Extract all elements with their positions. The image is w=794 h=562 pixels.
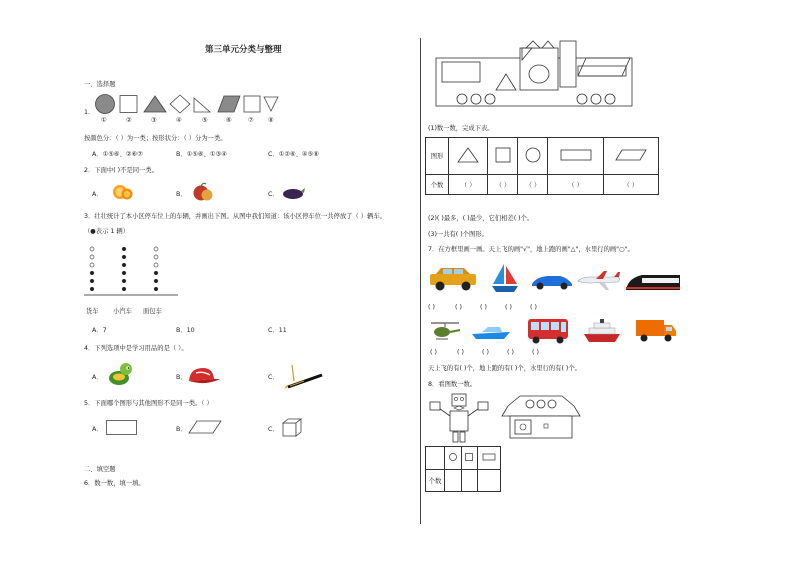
q3-legend: （●表示 1 辆） (84, 228, 129, 235)
q1-label-2: ② (126, 117, 132, 124)
sports-car-icon (530, 272, 574, 290)
q4-option-b: B． (176, 374, 187, 381)
q7-row1-blank-4[interactable]: ( ) (505, 304, 512, 311)
q1-label-1: ① (101, 117, 107, 124)
table2-cell-circle (445, 447, 462, 470)
q1-shapes (94, 94, 284, 116)
q7-row1-blank-3[interactable]: ( ) (480, 304, 487, 311)
q2-option-c: C． (268, 191, 279, 198)
q4-option-c: C． (268, 374, 279, 381)
dot-column-van (154, 247, 158, 291)
section-choice-heading: 一、选择题 (84, 81, 116, 88)
q1-label-6: ⑥ (226, 117, 232, 124)
q1-label-8: ⑧ (268, 117, 274, 124)
q7-row2-blank-2[interactable]: ( ) (457, 349, 464, 356)
table2-row-label-count: 个数 (426, 469, 445, 492)
q3-option-a: A．7 (92, 327, 107, 334)
table1-blank-4[interactable]: （ ） (548, 174, 603, 194)
q1-label-7: ⑦ (248, 117, 254, 124)
q1-label-4: ④ (176, 117, 182, 124)
q4-option-a: A． (92, 374, 103, 381)
shape-white-square-2 (244, 96, 260, 112)
section-fill-heading: 二、填空题 (84, 466, 116, 473)
table2-cell-square (461, 447, 478, 470)
shape-white-inverted-triangle (264, 97, 278, 111)
q1-label-3: ③ (151, 117, 157, 124)
table1-blank-5[interactable]: （ ） (603, 174, 658, 194)
table1-blank-2[interactable]: （ ） (488, 174, 518, 194)
table2-blank-3[interactable] (478, 469, 501, 492)
dot-column-car (122, 247, 126, 291)
high-speed-train-icon (624, 272, 682, 294)
q3-question: 3．壮壮统计了本小区停车位上的车辆，并画出下图。从图中我们知道：该小区停车位一共停放了（ ）辆车。 (84, 213, 386, 220)
q5-question: 5．下面哪个图形与其他图形不是同一类。（ ） (84, 400, 213, 407)
q7-question: 7．在方框里画一画。天上飞的画"√"，地上跑的画"△"，水里行的画"○"。 (428, 246, 634, 253)
speedboat-icon (470, 324, 512, 342)
shape-train-figure (436, 40, 636, 112)
table1-row-label-shape: 图形 (426, 138, 449, 175)
parallelogram-icon (188, 420, 222, 434)
q3-category-truck: 货车 (86, 308, 99, 315)
red-bus-icon (526, 317, 570, 345)
table1-cell-triangle (449, 138, 488, 175)
helicopter-icon (428, 320, 462, 342)
q3-dot-chart (84, 244, 180, 300)
robot-figure (428, 392, 490, 444)
shape-white-diamond (170, 95, 190, 113)
q6-sub2: (2)( )最多，( )最少，它们相差( )个。 (428, 215, 534, 222)
q5-option-b: B． (176, 426, 187, 433)
table1-cell-parallelogram (603, 138, 658, 175)
q3-option-c: C．11 (268, 327, 287, 334)
q1-label-5: ⑤ (202, 117, 208, 124)
q7-row1-blank-1[interactable]: ( ) (428, 304, 435, 311)
q2-question: 2．下面中( )不是同一类。 (84, 167, 158, 174)
table1-cell-square (488, 138, 518, 175)
eggplant-icon (282, 186, 306, 200)
table1-cell-circle (518, 138, 548, 175)
q2-option-a: A． (92, 191, 103, 198)
fruit-icon (192, 182, 214, 202)
q5-option-c: C． (268, 426, 279, 433)
q1-option-a: A．①⑤⑥、②⑥⑦ (92, 151, 143, 158)
orange-slices-icon (112, 183, 134, 201)
q4-question: 4．下列选项中是学习用品的是（ ）。 (84, 345, 188, 352)
shape-white-right-triangle (194, 98, 210, 112)
table2-corner (426, 447, 445, 470)
shape-gray-circle (96, 95, 115, 114)
rectangle-icon (106, 420, 138, 436)
suv-car-icon (428, 266, 478, 292)
q2-option-b: B． (176, 191, 187, 198)
delivery-truck-icon (634, 318, 678, 344)
q6-question: 6．数一数，填一填。 (84, 480, 145, 487)
q1-number: 1. (84, 109, 91, 116)
table2-cell-rectangle (478, 447, 501, 470)
q8-question: 8．看图数一数。 (428, 381, 477, 388)
cube-icon (282, 418, 302, 438)
q7-row1-blank-2[interactable]: ( ) (455, 304, 462, 311)
q7-row2-blank-1[interactable]: ( ) (430, 349, 437, 356)
q6-sub1: (1)数一数，完成下表。 (428, 125, 494, 132)
table1-row-label-count: 个数 (426, 174, 449, 194)
q7-answer: 天上飞的有( )个，地上跑的有( )个，水里行的有( )个。 (428, 365, 581, 372)
q1-question: 按颜色分：（ ）为一类；按形状分：（ ）分为一类。 (84, 135, 227, 142)
table2-blank-1[interactable] (445, 469, 462, 492)
table1-blank-3[interactable]: （ ） (518, 174, 548, 194)
q7-row2-blank-5[interactable]: ( ) (532, 349, 539, 356)
table1-blank-1[interactable]: （ ） (449, 174, 488, 194)
shape-count-table (425, 137, 659, 195)
q7-row1-blank-5[interactable]: ( ) (530, 304, 537, 311)
table1-cell-rectangle (548, 138, 603, 175)
airplane-icon (576, 270, 622, 292)
q7-row2-blank-3[interactable]: ( ) (482, 349, 489, 356)
q3-option-b: B．10 (176, 327, 195, 334)
figure-count-table (425, 446, 501, 492)
house-figure (500, 394, 584, 440)
sailboat-icon (490, 262, 520, 294)
table2-blank-2[interactable] (461, 469, 478, 492)
shape-white-square (120, 96, 137, 113)
q7-row2-blank-4[interactable]: ( ) (507, 349, 514, 356)
q3-category-van: 面包车 (143, 308, 162, 315)
q5-option-a: A． (92, 426, 103, 433)
red-cap-icon (186, 365, 222, 387)
fountain-pen-icon (282, 361, 324, 391)
turtle-toy-icon (106, 360, 134, 388)
q1-option-b: B．①⑤⑥、①③④ (176, 151, 227, 158)
shape-gray-triangle (144, 96, 166, 112)
q3-category-car: 小汽车 (113, 308, 132, 315)
page-title: 第三单元分类与整理 (205, 45, 282, 55)
column-divider (420, 38, 421, 524)
dot-column-truck (90, 247, 94, 291)
q6-sub3: (3)一共有( )个图形。 (428, 231, 488, 238)
q1-option-c: C．①②⑥、④⑤⑧ (268, 151, 319, 158)
cruise-ship-icon (582, 318, 622, 344)
shape-gray-parallelogram (218, 96, 240, 112)
